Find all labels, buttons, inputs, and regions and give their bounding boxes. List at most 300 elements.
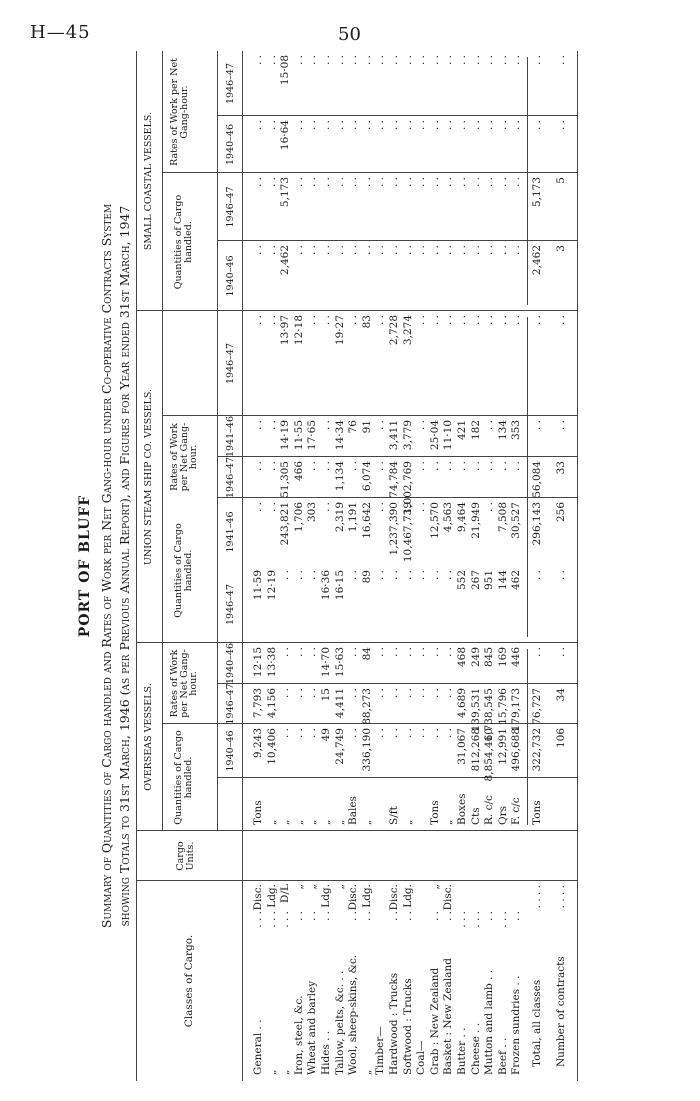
table-row-unit: „ (279, 819, 292, 825)
table-row-value: . . (469, 177, 482, 188)
table-row-value: . . (442, 647, 455, 658)
table-row-value: 3,411 (388, 420, 400, 451)
table-row-value: . . (374, 461, 387, 472)
table-row-value: . . (388, 688, 400, 699)
table-row-value: . . (347, 120, 360, 131)
table-row-class: „ (279, 1069, 292, 1075)
table-row-value: 267 (469, 570, 482, 591)
total-row-value: 56,084 (531, 461, 543, 498)
table-row-value: . . (442, 245, 455, 256)
table-row-value: . . (306, 647, 319, 658)
table-row-value: . . (401, 245, 414, 256)
year-header: 1946–47 (225, 583, 236, 626)
total-row-value: 296,143 (531, 502, 543, 546)
table-row-value: . . (374, 728, 387, 739)
table-row-value: . . (292, 647, 305, 658)
table-row-value: . . (483, 502, 496, 513)
table-row-leader: . . . (496, 911, 509, 928)
table-row-value: . . (496, 461, 509, 472)
table-row-value: . . (374, 177, 387, 188)
table-row-unit: „ (442, 819, 455, 825)
table-row-value: . . (360, 55, 373, 66)
contracts-row-value: 33 (555, 461, 567, 475)
year-header: 1946–47 (225, 186, 236, 228)
table-row-value: . . (483, 315, 496, 326)
table-row-value: . . (428, 55, 441, 66)
table-row-value: . . (442, 177, 455, 188)
contracts-row-value: . . (555, 570, 567, 581)
table-row-value: . . (252, 55, 264, 66)
table-row-value: . . (265, 461, 278, 472)
table-row-value: 21,949 (469, 502, 482, 539)
group-header: UNION STEAM SHIP CO. VESSELS. (143, 388, 154, 566)
table-row-value: . . (401, 120, 414, 131)
table-row-value: . . (333, 120, 346, 131)
table-row-value: . . (306, 55, 319, 66)
table-row-value: 14·19 (279, 420, 292, 451)
header-units: Cargo Units. (175, 841, 196, 871)
table-row-value: . . (442, 570, 455, 581)
table-row-value: 12,991 (496, 728, 509, 765)
table-row-value: . . (374, 502, 387, 513)
year-header: 1946–47 (225, 456, 236, 499)
rotated-table-page (72, 51, 632, 1081)
table-row-value: 1,706 (292, 502, 305, 533)
rule-groups (162, 51, 163, 831)
table-row-sub: „ (333, 884, 346, 890)
table-row-value: . . (292, 177, 305, 188)
table-row-unit: „ (265, 819, 278, 825)
table-row-value: . . (483, 120, 496, 131)
table-row-value: 466 (292, 461, 305, 482)
table-row-leader: . . (510, 911, 523, 922)
contracts-row-value: . . (555, 315, 567, 326)
table-row-value: 446 (510, 647, 523, 668)
table-row-value: 249 (469, 647, 482, 668)
table-row-sub: „ (306, 884, 319, 890)
table-row-class: Wool, sheep-skins, &c. (347, 954, 360, 1075)
table-row-value: 169 (496, 647, 509, 668)
table-row-value: . . (347, 55, 360, 66)
table-row-sub: Disc. (442, 884, 455, 911)
table-row-leader: . . (483, 911, 496, 922)
table-row-value: . . (456, 177, 468, 188)
table-row-value: 9,243 (252, 728, 264, 759)
table-row-value: . . (483, 55, 496, 66)
table-row-value: . . (401, 688, 414, 699)
table-row-value: . . (306, 245, 319, 256)
table-subtitle-1: Summary of Quantities of Cargo handled and Rates of Work per Net Gang-hour under Co-operative Contracts System (99, 203, 114, 929)
table-row-value: . . (442, 55, 455, 66)
rule-years (217, 51, 218, 831)
table-row-class: Hides . . (320, 1030, 332, 1075)
table-row-value: 1,002,769 (401, 461, 414, 515)
table-row-value: . . (320, 245, 332, 256)
table-row-value: 19·27 (333, 315, 346, 346)
table-row-value: 10,406 (265, 728, 278, 765)
table-row-unit: „ (306, 819, 319, 825)
total-row-value: 2,462 (531, 245, 543, 276)
table-row-sub: „ (292, 884, 305, 890)
rates-header: Rates of Work per Net Gang-hour. (169, 422, 199, 492)
table-row-value: . . (292, 120, 305, 131)
page-header-left: H—45 (30, 22, 91, 43)
table-row-value: 134 (496, 420, 509, 441)
table-row-value: . . (415, 647, 428, 658)
table-row-value: . . (469, 55, 482, 66)
table-row-unit: „ (320, 819, 332, 825)
table-row-leader: . . (428, 911, 441, 922)
table-row-value: 31,067 (456, 728, 468, 765)
table-row-value: . . (442, 688, 455, 699)
rule-top (136, 51, 137, 1081)
table-row-value: 13·97 (279, 315, 292, 346)
table-row-value: . . (428, 120, 441, 131)
table-row-value: . . (374, 688, 387, 699)
table-row-value: 10,467,739 (401, 502, 414, 563)
table-row-sub: Ldg. (320, 884, 332, 908)
rule-above-total (527, 317, 528, 637)
table-row-value: 12,570 (428, 502, 441, 539)
header-classes: Classes of Cargo. (183, 934, 195, 1028)
table-row-value: . . (279, 647, 292, 658)
table-row-value: . . (265, 315, 278, 326)
table-row-value: 11·59 (252, 570, 264, 601)
rates-header: Rates of Work per Net Gang-hour. (169, 649, 199, 718)
table-row-value: . . (333, 245, 346, 256)
table-row-class: Softwood : Trucks (401, 978, 414, 1075)
table-row-value: . . (428, 245, 441, 256)
table-row-unit: Tons (252, 800, 264, 825)
table-row-value: . . (252, 245, 264, 256)
table-row-value: 812,268 (469, 728, 482, 772)
table-row-value: . . (252, 461, 264, 472)
table-row-value: 12·19 (265, 570, 278, 601)
table-row-value: . . (292, 570, 305, 581)
table-row-value: . . (510, 315, 523, 326)
table-row-value: . . (347, 315, 360, 326)
table-row-unit: Tons (428, 800, 441, 825)
table-row-leader: . . . (456, 911, 468, 928)
table-row-class: „ (265, 1069, 278, 1075)
table-row-value: . . (415, 245, 428, 256)
year-header: 1940–46 (225, 642, 236, 685)
table-row-value: 30,527 (510, 502, 523, 539)
table-row-value: 139,531 (469, 688, 482, 732)
table-row-class: Wheat and barley (306, 980, 319, 1075)
table-row-leader: . . (360, 911, 373, 922)
table-row-class: „ (360, 1069, 373, 1075)
table-row-value: . . (252, 315, 264, 326)
rule-units (136, 830, 577, 831)
table-row-class: Mutton and lamb . . (483, 969, 496, 1075)
total-row-value: 322,732 (531, 728, 543, 772)
contracts-row-value: . . (555, 120, 567, 131)
table-row-value: 4,563 (442, 502, 455, 533)
table-row-value: . . (442, 315, 455, 326)
table-row-value: . . (442, 728, 455, 739)
table-row-value: . . (415, 570, 428, 581)
table-row-sub: Ldg. (401, 884, 414, 908)
table-row-value: 12·18 (292, 315, 305, 346)
table-row-value: . . (347, 177, 360, 188)
table-row-value: 2,728 (388, 315, 400, 346)
table-row-value: 16·15 (333, 570, 346, 601)
table-row-leader: . . (306, 911, 319, 922)
table-row-value: . . (415, 315, 428, 326)
table-row-leader: . . (292, 911, 305, 922)
table-row-value: . . (360, 177, 373, 188)
table-row-value: 2,319 (333, 502, 346, 533)
table-row-value: . . (279, 570, 292, 581)
table-row-unit: Bales (347, 796, 360, 825)
table-row-value: 25·04 (428, 420, 441, 451)
table-row-value: . . (428, 688, 441, 699)
table-row-value: . . (374, 120, 387, 131)
table-row-value: . . (360, 245, 373, 256)
table-row-value: . . (510, 177, 523, 188)
table-row-unit: R. c/c (483, 795, 496, 825)
total-row-value: . . (531, 420, 543, 431)
table-row-value: . . (456, 315, 468, 326)
table-row-sub: Ldg. (360, 884, 373, 908)
table-row-value: 51,305 (279, 461, 292, 498)
table-row-value: . . (252, 120, 264, 131)
table-row-value: 15·63 (333, 647, 346, 678)
table-row-value: . . (510, 55, 523, 66)
table-row-value: . . (333, 55, 346, 66)
table-row-class: Coal— (415, 1040, 428, 1075)
table-row-leader: . . . (279, 911, 292, 928)
table-row-value: . . (320, 55, 332, 66)
table-row-value: . . (306, 315, 319, 326)
quantities-header: Quantities of Cargo handled. (173, 194, 194, 290)
table-row-leader: . . (320, 911, 332, 922)
table-row-value: 16·36 (320, 570, 332, 601)
table-row-leader: . . . (252, 911, 264, 928)
year-header: 1940–46 (225, 255, 236, 297)
table-row-value: . . (292, 55, 305, 66)
table-row-leader: . . (347, 911, 360, 922)
table-subtitle-2: showing Totals to 31st March, 1946 (as per Previous Annual Report), and Figures for Year ended 31st March, 1947 (117, 205, 132, 927)
table-row-value: . . (469, 461, 482, 472)
table-row-value: 91 (360, 420, 373, 434)
table-row-value: 1,237,390 (388, 502, 400, 556)
total-row-value: 5,173 (531, 177, 543, 208)
table-row-value: . . (415, 55, 428, 66)
table-row-value: . . (496, 120, 509, 131)
total-row-value: 76,727 (531, 688, 543, 725)
year-header: 1946–47 (225, 683, 236, 725)
table-row-value: 15,796 (496, 688, 509, 725)
table-row-value: 12·15 (252, 647, 264, 678)
contracts-row-value: 256 (555, 502, 567, 523)
table-row-value: . . (252, 177, 264, 188)
table-row-value: . . (306, 177, 319, 188)
table-row-value: 9,464 (456, 502, 468, 533)
rule-year (217, 777, 577, 778)
table-row-value: . . (347, 570, 360, 581)
table-row-value: . . (347, 647, 360, 658)
table-row-value: . . (428, 461, 441, 472)
contracts-row-value: 34 (555, 688, 567, 702)
table-row-value: . . (442, 120, 455, 131)
table-row-value: 336,190 (360, 728, 373, 772)
total-row-class: Total, all classes (531, 979, 543, 1067)
table-row-unit: Qrs (496, 805, 509, 825)
table-row-value: 15·08 (279, 55, 292, 86)
table-row-value: . . (265, 420, 278, 431)
table-row-value: . . (265, 245, 278, 256)
contracts-row-value: . . (555, 420, 567, 431)
table-row-value: . . (374, 245, 387, 256)
table-row-value: 84 (360, 647, 373, 661)
rule-header-bottom (242, 51, 243, 1081)
table-row-value: . . (483, 420, 496, 431)
table-row-value: . . (265, 502, 278, 513)
table-row-value: . . (510, 120, 523, 131)
table-row-value: 951 (483, 570, 496, 591)
table-row-value: . . (483, 177, 496, 188)
table-row-value: . . (374, 420, 387, 431)
table-row-sub: Disc. (388, 884, 400, 911)
table-row-value: . . (456, 245, 468, 256)
table-row-value: . . (469, 120, 482, 131)
table-title: PORT OF BLUFF (77, 494, 93, 638)
table-row-value: 552 (456, 570, 468, 591)
contracts-row-class: Number of contracts (555, 956, 567, 1067)
total-row-value: . . (531, 55, 543, 66)
year-header: 1941–46 (225, 511, 236, 553)
table-row-value: . . (496, 177, 509, 188)
year-header: 1946–47 (225, 62, 236, 105)
table-row-value: . . (401, 570, 414, 581)
table-row-value: . . (483, 245, 496, 256)
table-row-value: . . (292, 728, 305, 739)
table-row-value: 1,134 (333, 461, 346, 492)
total-row-leader: . . . . (531, 885, 543, 909)
table-row-value: . . (415, 420, 428, 431)
table-row-value: . . (320, 315, 332, 326)
table-row-value: . . (415, 461, 428, 472)
table-row-value: . . (388, 55, 400, 66)
table-row-value: . . (415, 177, 428, 188)
table-row-value: 14·34 (333, 420, 346, 451)
table-row-value: . . (265, 120, 278, 131)
table-row-value: . . (252, 420, 264, 431)
table-row-sub: Disc. (252, 884, 264, 911)
table-row-value: . . (456, 461, 468, 472)
table-row-value: . . (306, 461, 319, 472)
table-row-value: . . (320, 177, 332, 188)
year-header: 1941–46 (225, 415, 236, 458)
total-row-value: . . (531, 570, 543, 581)
table-row-value: 83 (360, 315, 373, 329)
table-row-value: 8,854,460 (483, 728, 496, 782)
contracts-row-value: . . (555, 55, 567, 66)
table-row-value: 496,688 (510, 728, 523, 772)
table-row-value: 4,411 (333, 688, 346, 719)
rule-group-2 (136, 310, 577, 311)
table-row-value: . . (320, 420, 332, 431)
table-row-value: . . (374, 570, 387, 581)
year-header: 1940–46 (225, 730, 236, 772)
table-row-value: . . (469, 245, 482, 256)
table-row-value: 88,273 (360, 688, 373, 725)
table-row-value: . . (401, 728, 414, 739)
quantities-header: Quantities of Cargo handled. (173, 523, 194, 618)
table-row-value: . . (483, 461, 496, 472)
table-row-value: 16,642 (360, 502, 373, 539)
table-row-value: . . (388, 177, 400, 188)
table-row-sub: Ldg. (265, 884, 278, 908)
table-row-value: . . (320, 461, 332, 472)
table-row-value: 243,821 (279, 502, 292, 546)
table-row-value: . . (456, 55, 468, 66)
table-row-value: 3,779 (401, 420, 414, 451)
rule-year (217, 115, 577, 116)
table-row-value: . . (496, 245, 509, 256)
contracts-row-leader: . . . . (555, 885, 567, 909)
year-header: 1940–46 (225, 123, 236, 166)
rule-above-total (527, 57, 528, 305)
table-row-value: 5,173 (279, 177, 292, 208)
table-row-value: . . (510, 245, 523, 256)
table-row-value: 89 (360, 570, 373, 584)
table-row-unit: „ (401, 819, 414, 825)
table-row-value: 11·55 (292, 420, 305, 451)
table-row-value: . . (374, 55, 387, 66)
rule-year (217, 683, 577, 684)
rule-year (217, 456, 577, 457)
table-row-value: . . (320, 120, 332, 131)
table-row-value: 4,156 (265, 688, 278, 719)
contracts-row-value: 3 (555, 245, 567, 252)
table-row-value: 24,749 (333, 728, 346, 765)
table-row-value: . . (374, 315, 387, 326)
rule-qty-rate (162, 172, 577, 173)
rates-header: Rates of Work per Net Gang-hour. (169, 58, 190, 166)
table-row-leader: . . (388, 911, 400, 922)
table-row-value: 468 (456, 647, 468, 668)
table-row-class: Frozen sundries . . (510, 975, 523, 1075)
table-row-value: 49 (320, 728, 332, 742)
table-row-value: 17·65 (306, 420, 319, 451)
table-row-class: Hardwood : Trucks (388, 972, 400, 1075)
table-row-value: 14·70 (320, 647, 332, 678)
table-row-value: . . (428, 315, 441, 326)
rule-bottom (577, 51, 578, 1081)
table-row-value: 303 (306, 502, 319, 523)
contracts-row-value: 106 (555, 728, 567, 749)
table-row-value: . . (347, 688, 360, 699)
table-row-unit: „ (292, 819, 305, 825)
table-row-sub: Disc. (347, 884, 360, 911)
table-row-value: . . (415, 502, 428, 513)
table-row-value: . . (306, 120, 319, 131)
quantities-header: Quantities of Cargo handled. (173, 730, 194, 825)
table-row-value: 1,738,545 (483, 688, 496, 742)
contracts-row-value: 5 (555, 177, 567, 184)
table-row-value: 1,191 (347, 502, 360, 533)
table-row-value: . . (388, 728, 400, 739)
table-row-value: . . (347, 245, 360, 256)
table-row-value: . . (442, 461, 455, 472)
table-row-value: 16·64 (279, 120, 292, 151)
page-number: 50 (338, 24, 361, 45)
table-row-value: 845 (483, 647, 496, 668)
rule-classes (136, 880, 577, 881)
